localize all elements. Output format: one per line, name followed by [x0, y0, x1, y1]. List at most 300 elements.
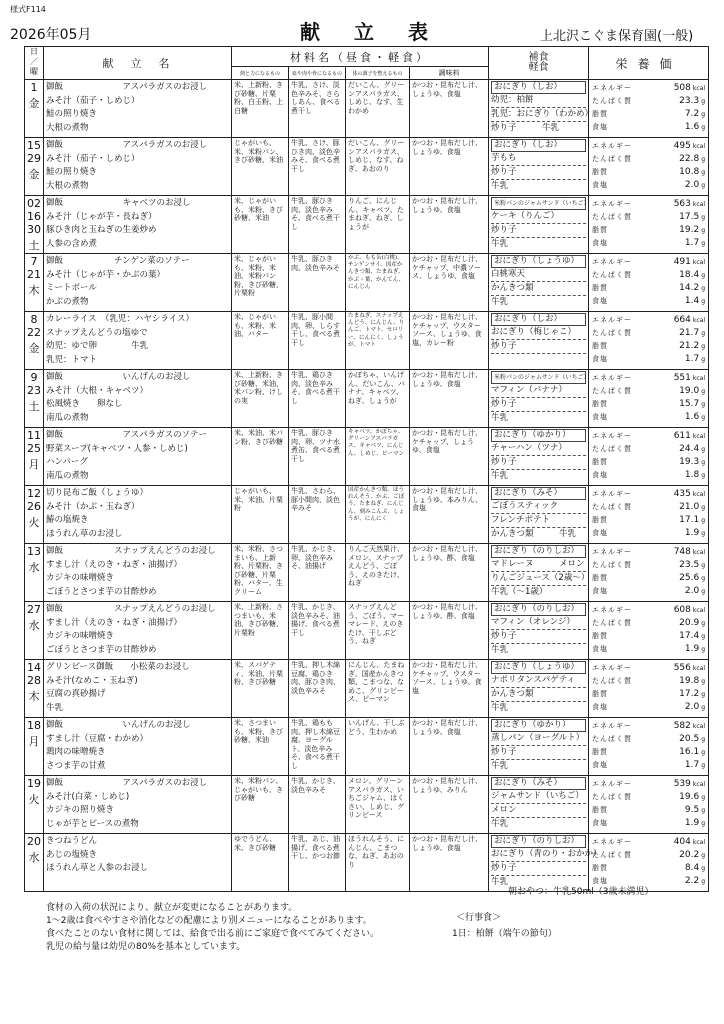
menu-header: 献 立 名 [44, 47, 232, 80]
date-cell [25, 312, 44, 370]
date-cell [25, 660, 44, 718]
weekday: 金 [28, 342, 40, 355]
day-row [25, 660, 709, 718]
nutrition-number: 19.0 [679, 386, 700, 396]
nutrition-value [679, 630, 705, 643]
day-row [25, 776, 709, 834]
menu-item: グリンピース御飯 小松菜のお浸し [46, 662, 190, 672]
nutrition-number: 25.6 [679, 573, 700, 583]
nutrition-value [679, 269, 705, 282]
nutrition-value [685, 469, 705, 482]
nutrition-label: たんぱく質 [592, 619, 632, 627]
nutrition-label: たんぱく質 [592, 503, 632, 511]
nutrition-salt [592, 411, 705, 424]
menu-item: すまし汁（えのき・ねぎ・油揚げ） [46, 559, 183, 570]
snack-item: ジャムサンド（いちご） [491, 790, 586, 804]
nutrition-salt [592, 237, 705, 250]
nutrition-unit: kcal [692, 85, 705, 92]
nutrition-unit: g [701, 124, 705, 131]
nutrition-fat [592, 862, 705, 875]
nutrition-salt [592, 179, 705, 192]
nutrition-label: たんぱく質 [592, 329, 632, 337]
menu-item: 鶏肉の味噌焼き [46, 747, 106, 757]
date-cell [25, 196, 44, 254]
nutrition-label: 食塩 [592, 761, 608, 769]
date-number: 8 [30, 313, 38, 326]
energy-foods-cell: 米、米油、米パン粉、きび砂糖 [232, 428, 289, 486]
blood-foods-cell: 牛乳、かじき、卵、淡色辛みそ、油揚げ [289, 544, 346, 602]
nutrition-label: エネルギー [592, 142, 632, 150]
menu-table [24, 46, 709, 892]
nutrition-protein [592, 791, 705, 804]
body-foods-cell: にんじん、たまねぎ、国産かんきつ類、こまつな、なめこ、グリンピース、ピーマン [346, 660, 410, 718]
date-number: 11 [27, 429, 41, 442]
nutrition-value [685, 411, 705, 424]
snack-cell [489, 196, 589, 254]
nutrition-label: たんぱく質 [592, 271, 632, 279]
nutrition-unit: kcal [692, 201, 705, 208]
nutrition-salt [592, 817, 705, 830]
nutrition-cell [589, 486, 709, 544]
nutrition-cell [589, 602, 709, 660]
menu-item: 鮭の照り焼き [46, 109, 98, 119]
menu-item: すまし汁（豆腐・わかめ） [46, 733, 149, 744]
nutrition-label: たんぱく質 [592, 735, 632, 743]
snack-item: 炒り子 [491, 746, 586, 760]
menu-item: みそ汁（じゃが芋・長ねぎ） [46, 211, 157, 222]
nutrition-protein [592, 617, 705, 630]
date-number: 12 [27, 487, 41, 500]
weekday: 木 [28, 284, 40, 297]
nutrition-unit: g [701, 530, 705, 537]
date-number: 30 [27, 223, 41, 236]
date-header: 日 ／ 曜 [25, 47, 44, 80]
nutrition-number: 435 [673, 489, 691, 499]
body-foods-cell: かぶ、もも缶(白桃)、チンゲンサイ、国産かんきつ類、たまねぎ、かぶ・葉、かんてん、にんじん [346, 254, 410, 312]
snack-item: 牛乳 [491, 703, 509, 713]
menu-item: 御飯 いんげんのお浸し [46, 372, 191, 382]
menu-cell [44, 660, 232, 718]
nutrition-unit: g [701, 446, 705, 453]
weekday: 土 [28, 400, 40, 413]
date-cell [25, 370, 44, 428]
nutrition-number: 9.5 [684, 805, 700, 815]
nutrition-label: エネルギー [592, 664, 632, 672]
nutrition-value [679, 211, 705, 224]
snack-item: 牛乳（～1歳） [491, 587, 548, 597]
nutrition-value [679, 559, 705, 572]
date-cell [25, 776, 44, 834]
nutrition-value [685, 643, 705, 656]
blood-foods-cell: 牛乳、鶏もも肉、押し木綿豆腐、ヨーグルト、淡色辛みそ、食べる煮干し [289, 718, 346, 776]
nutrition-value [674, 604, 705, 617]
date-cell [25, 544, 44, 602]
snack-header: 補食 軽食 [489, 47, 589, 80]
snack-item: 牛乳 [491, 819, 509, 829]
nutrition-label: 脂質 [592, 574, 608, 582]
nutrition-unit: g [701, 691, 705, 698]
body-foods-cell: 国産かんきつ類、ほうれんそう、かぶ、ごぼう、たまねぎ、にんじん、刻みこんぶ、しょうが、にんにく [346, 486, 410, 544]
nutrition-number: 539 [673, 779, 691, 789]
nutrition-number: 23.5 [679, 560, 700, 570]
menu-item: 南瓜の煮物 [46, 412, 89, 423]
nutrition-number: 2.0 [684, 586, 700, 596]
blood-foods-cell: 牛乳、豚ひき肉、淡色辛みそ、食べる煮干し [289, 196, 346, 254]
nutrition-number: 404 [673, 837, 691, 847]
seasonings-cell: かつお・昆布だし汁、しょうゆ、食塩 [410, 370, 489, 428]
snack-cell [489, 544, 589, 602]
nutrition-value [685, 862, 705, 875]
energy-foods-cell: 米、米粉パン、じゃがいも、きび砂糖 [232, 776, 289, 834]
seasonings-cell: かつお・昆布だし汁、しょうゆ、本みりん、食塩 [410, 486, 489, 544]
nutrition-label: エネルギー [592, 316, 632, 324]
nutrition-unit: g [701, 459, 705, 466]
nutrition-unit: kcal [692, 317, 705, 324]
nutrition-label: 脂質 [592, 690, 608, 698]
nutrition-number: 19.2 [679, 225, 700, 235]
seasonings-cell: かつお・昆布だし汁、しょうゆ、みりん [410, 776, 489, 834]
energy-foods-cell: 米、じゃがいも、米粉、米油、米粉パン粉、きび砂糖、片栗粉 [232, 254, 289, 312]
nutrition-number: 14.2 [679, 283, 700, 293]
nutrition-number: 1.4 [684, 296, 700, 306]
body-foods-cell: メロン、グリーンアスパラガス、いちごジャム、はくさい、しめじ、グリンピース [346, 776, 410, 834]
date-number: 1 [30, 81, 38, 94]
menu-cell [44, 254, 232, 312]
snack-item: おにぎり（しお） [491, 81, 586, 94]
nutrition-protein [592, 733, 705, 746]
nutrition-unit: kcal [692, 839, 705, 846]
menu-item: ほうれん草のお浸し [46, 528, 123, 539]
day-row [25, 602, 709, 660]
snack-item: 幼児：柏餅 [491, 94, 586, 108]
date-number: 21 [27, 268, 41, 281]
nutrition-label: エネルギー [592, 258, 632, 266]
nutrition-number: 1.7 [684, 238, 700, 248]
nutrition-number: 1.9 [684, 818, 700, 828]
nutrition-value [679, 688, 705, 701]
nutrition-value [674, 256, 705, 269]
menu-item: じゃが芋とピースの煮物 [46, 818, 139, 829]
nutrition-number: 22.8 [679, 154, 700, 164]
nutrition-value [679, 617, 705, 630]
snack-item: おにぎり（ゆかり） [491, 719, 586, 732]
snack-item: 蒸しパン（ヨーグルト） [491, 732, 586, 746]
nutrition-cell [589, 776, 709, 834]
nutrition-value [685, 817, 705, 830]
nutrition-number: 10.8 [679, 167, 700, 177]
nutrition-value [685, 295, 705, 308]
snack-item: おにぎり（ゆかり） [491, 429, 586, 442]
nutrition-unit: g [701, 227, 705, 234]
nutrition-value [674, 430, 705, 443]
day-row [25, 428, 709, 486]
nutrition-value [674, 198, 705, 211]
date-number: 19 [27, 777, 41, 790]
menu-item: ごぼうとさつま芋の甘酢炒め [46, 644, 157, 655]
nutrition-label: 食塩 [592, 355, 608, 363]
menu-item: みそ汁（茄子・しめじ） [46, 153, 140, 164]
menu-item: 幼児：ゆで卵 牛乳 [46, 341, 149, 351]
ingredients-header: 材料名（昼食・軽食） [232, 47, 489, 67]
menu-cell [44, 138, 232, 196]
nutrition-fat [592, 514, 705, 527]
blood-foods-cell: 牛乳、鶏ひき肉、淡色辛みそ、食べる煮干し [289, 370, 346, 428]
menu-cell [44, 428, 232, 486]
snack-item: 炒り子 牛乳 [491, 123, 560, 133]
nutrition-cell [589, 138, 709, 196]
nutrition-unit: g [701, 704, 705, 711]
snack-item: ナポリタンスパゲティ [491, 674, 586, 688]
snack-item: かんきつ類 牛乳 [491, 529, 577, 539]
snack-cell [489, 428, 589, 486]
seasonings-cell: かつお・昆布だし汁、しょうゆ、食塩 [410, 718, 489, 776]
menu-item: 御飯 アスパラガスのソテー [46, 430, 207, 440]
nutrition-unit: g [701, 575, 705, 582]
nutrition-label: エネルギー [592, 722, 632, 730]
nutrition-number: 508 [673, 83, 691, 93]
snack-item: ケーキ（りんご） [491, 210, 586, 224]
nutrition-energy [592, 778, 705, 791]
snack-item: 乳児：おにぎり（わかめ） [491, 108, 586, 122]
nutrition-number: 556 [673, 663, 691, 673]
menu-item: すまし汁（えのき・ねぎ・油揚げ） [46, 617, 183, 628]
menu-item: みそ汁（茄子・しめじ） [46, 95, 140, 106]
weekday: 火 [28, 793, 40, 806]
nutrition-fat [592, 282, 705, 295]
nutrition-label: 脂質 [592, 516, 608, 524]
energy-foods-cell: じゃがいも、米、米油、片栗粉 [232, 486, 289, 544]
nutrition-number: 1.7 [684, 354, 700, 364]
menu-item: 御飯 スナップえんどうのお浸し [46, 604, 216, 614]
date-number: 29 [27, 152, 41, 165]
nutrition-unit: g [701, 356, 705, 363]
energy-foods-cell: 米、スパゲティ、米油、片栗粉、きび砂糖 [232, 660, 289, 718]
nutrition-protein [592, 385, 705, 398]
nutrition-unit: g [701, 588, 705, 595]
nutrition-unit: g [701, 762, 705, 769]
snack-item: かんきつ類 [491, 282, 586, 296]
nutrition-number: 491 [673, 257, 691, 267]
nutrition-fat [592, 224, 705, 237]
menu-item: 御飯 キャベツのお浸し [46, 198, 191, 208]
snack-item: 炒り子 [491, 166, 586, 180]
nutrition-unit: g [701, 472, 705, 479]
nutrition-number: 563 [673, 199, 691, 209]
nutrition-value [674, 836, 705, 849]
nutrition-unit: g [701, 388, 705, 395]
menu-item: 野菜スープ(キャベツ・人参・しめじ) [46, 443, 188, 454]
nutrition-label: エネルギー [592, 606, 632, 614]
menu-item: 鮭の照り焼き [46, 167, 98, 177]
nutrition-energy [592, 662, 705, 675]
date-number: 16 [27, 210, 41, 223]
menu-item: 大根の煮物 [46, 122, 89, 133]
nutrition-fat [592, 456, 705, 469]
nutrition-label: エネルギー [592, 780, 632, 788]
nutrition-protein [592, 153, 705, 166]
nutrition-value [685, 237, 705, 250]
nutrition-protein [592, 269, 705, 282]
nutrition-value [679, 327, 705, 340]
menu-cell [44, 196, 232, 254]
nutrition-number: 1.8 [684, 470, 700, 480]
menu-item: みそ汁（かぶ・玉ねぎ） [46, 501, 140, 512]
nutrition-number: 17.4 [679, 631, 700, 641]
body-foods-cell: いんげん、干しぶどう、生わかめ [346, 718, 410, 776]
date-cell [25, 254, 44, 312]
nutrition-value [679, 849, 705, 862]
energy-foods-cell: 米、上新粉、きび砂糖、片栗粉、白玉粉、上白糖 [232, 80, 289, 138]
nutrition-value [679, 791, 705, 804]
nutrition-label: たんぱく質 [592, 155, 632, 163]
nutrition-number: 21.7 [679, 328, 700, 338]
date-cell [25, 486, 44, 544]
seasonings-cell: かつお・昆布だし汁、しょうゆ、酢、食塩 [410, 602, 489, 660]
menu-item: スナップえんどうの塩ゆで [46, 327, 148, 338]
menu-item: 人参の含め煮 [46, 238, 98, 249]
date-number: 02 [27, 197, 41, 210]
day-row [25, 486, 709, 544]
nutrition-unit: g [701, 401, 705, 408]
nutrition-label: エネルギー [592, 838, 632, 846]
nutrition-label: 脂質 [592, 226, 608, 234]
nutrition-value [685, 527, 705, 540]
day-row [25, 544, 709, 602]
snack-item: 牛乳 [491, 239, 509, 249]
nutrition-unit: g [701, 736, 705, 743]
nutrition-label: たんぱく質 [592, 793, 632, 801]
body-foods-cell: ほうれんそう、にんじん、こまつな、ねぎ、あおのり [346, 834, 410, 892]
nutrition-value [679, 746, 705, 759]
menu-item: 乳児：トマト [46, 354, 98, 365]
snack-cell [489, 138, 589, 196]
date-number: 15 [27, 139, 41, 152]
nutrition-unit: g [701, 865, 705, 872]
blood-foods-cell: 牛乳、かじき、淡色辛みそ [289, 776, 346, 834]
weekday: 金 [28, 168, 40, 181]
menu-cell [44, 370, 232, 428]
menu-item: ほうれん草と人参のお浸し [46, 863, 149, 873]
snack-item: マフィン（オレンジ） [491, 616, 586, 630]
nutrition-value [679, 398, 705, 411]
menu-cell [44, 834, 232, 892]
nutrition-unit: kcal [692, 723, 705, 730]
menu-cell [44, 544, 232, 602]
nutrition-unit: g [701, 749, 705, 756]
body-foods-cell: りんご天然果汁、メロン、スナップえんどう、ごぼう、えのきたけ、ねぎ [346, 544, 410, 602]
nutrition-protein [592, 211, 705, 224]
nutrition-unit: g [701, 633, 705, 640]
nutrition-number: 15.7 [679, 399, 700, 409]
nutrition-unit: g [701, 414, 705, 421]
nutrition-unit: g [701, 111, 705, 118]
snack-item: 炒り子 [491, 862, 586, 876]
nutrition-unit: kcal [692, 607, 705, 614]
nutrition-value [674, 488, 705, 501]
nutrition-salt [592, 585, 705, 598]
nutrition-salt [592, 353, 705, 366]
nutrition-energy [592, 256, 705, 269]
weekday: 金 [28, 97, 40, 110]
snack-item: おにぎり（梅じゃこ） [491, 326, 586, 340]
nutrition-unit: g [701, 330, 705, 337]
nutrition-value [679, 514, 705, 527]
date-number: 9 [30, 371, 38, 384]
nutrition-unit: g [701, 620, 705, 627]
nutrition-number: 21.2 [679, 341, 700, 351]
snack-item: 牛乳 [491, 877, 509, 887]
note-line: 食べたことのない食材に関しては、給食で出る前にご家庭で食べてみてください。 [46, 929, 380, 939]
seasonings-cell: かつお・昆布だし汁、ケチャップ、中濃ソース、しょうゆ、食塩 [410, 254, 489, 312]
date-number: 23 [27, 384, 41, 397]
snack-item: 牛乳 [491, 413, 509, 423]
nutrition-number: 20.5 [679, 734, 700, 744]
nutrition-number: 16.1 [679, 747, 700, 757]
nutrition-unit: g [701, 878, 705, 885]
day-row [25, 370, 709, 428]
snack-item: 米粉パンのジャムサンド（いちご） [491, 197, 586, 210]
blood-foods-cell: 牛乳、さわら、豚小間肉、淡色辛みそ [289, 486, 346, 544]
organization-name: 上北沢こぐま保育園(一般) [540, 29, 694, 44]
nutrition-protein [592, 559, 705, 572]
menu-cell [44, 486, 232, 544]
snack-item: ごぼうスティック [491, 500, 586, 514]
nutrition-label: 食塩 [592, 703, 608, 711]
menu-item: ごぼうとさつま芋の甘酢炒め [46, 586, 157, 597]
nutrition-value [679, 385, 705, 398]
date-cell [25, 718, 44, 776]
nutrition-label: エネルギー [592, 200, 632, 208]
nutrition-fat [592, 108, 705, 121]
snack-item: おにぎり（しょうゆ） [491, 255, 586, 268]
nutrition-value [679, 501, 705, 514]
weekday: 水 [28, 619, 40, 632]
snack-item: おにぎり（のりしお） [491, 545, 586, 558]
nutrition-salt [592, 527, 705, 540]
nutrition-label: 食塩 [592, 239, 608, 247]
snack-item: おにぎり（みそ） [491, 487, 586, 500]
nutrition-value [679, 166, 705, 179]
nutrition-label: たんぱく質 [592, 213, 632, 221]
nutrition-fat [592, 340, 705, 353]
menu-item: 豆腐の真砂揚げ [46, 689, 106, 699]
snack-item: 炒り子 [491, 630, 586, 644]
blood-foods-cell: 牛乳、押し木綿豆腐、鶏ひき肉、豚ひき肉、淡色辛みそ [289, 660, 346, 718]
blood-foods-cell: 牛乳、さけ、豚ひき肉、淡色辛みそ、食べる煮干し [289, 138, 346, 196]
nutrition-unit: g [701, 343, 705, 350]
nutrition-label: 食塩 [592, 471, 608, 479]
snack-cell [489, 718, 589, 776]
nutrition-label: 食塩 [592, 645, 608, 653]
nutrition-unit: g [701, 272, 705, 279]
nutrition-number: 664 [673, 315, 691, 325]
menu-item: かぶの煮物 [46, 296, 89, 307]
day-row [25, 138, 709, 196]
energy-foods-cell: 米、上新粉、きび砂糖、米油、米パン粉、けしの実 [232, 370, 289, 428]
nutrition-unit: g [701, 646, 705, 653]
nutrition-unit: kcal [692, 433, 705, 440]
snack-item: おにぎり（しょうゆ） [491, 661, 586, 674]
weekday: 水 [28, 561, 40, 574]
weekday: 木 [28, 690, 40, 703]
nutrition-unit: g [701, 182, 705, 189]
nutrition-fat [592, 688, 705, 701]
nutrition-unit: g [701, 820, 705, 827]
nutrition-number: 1.6 [684, 122, 700, 132]
nutrition-value [685, 759, 705, 772]
nutrition-cell [589, 312, 709, 370]
nutrition-cell [589, 80, 709, 138]
